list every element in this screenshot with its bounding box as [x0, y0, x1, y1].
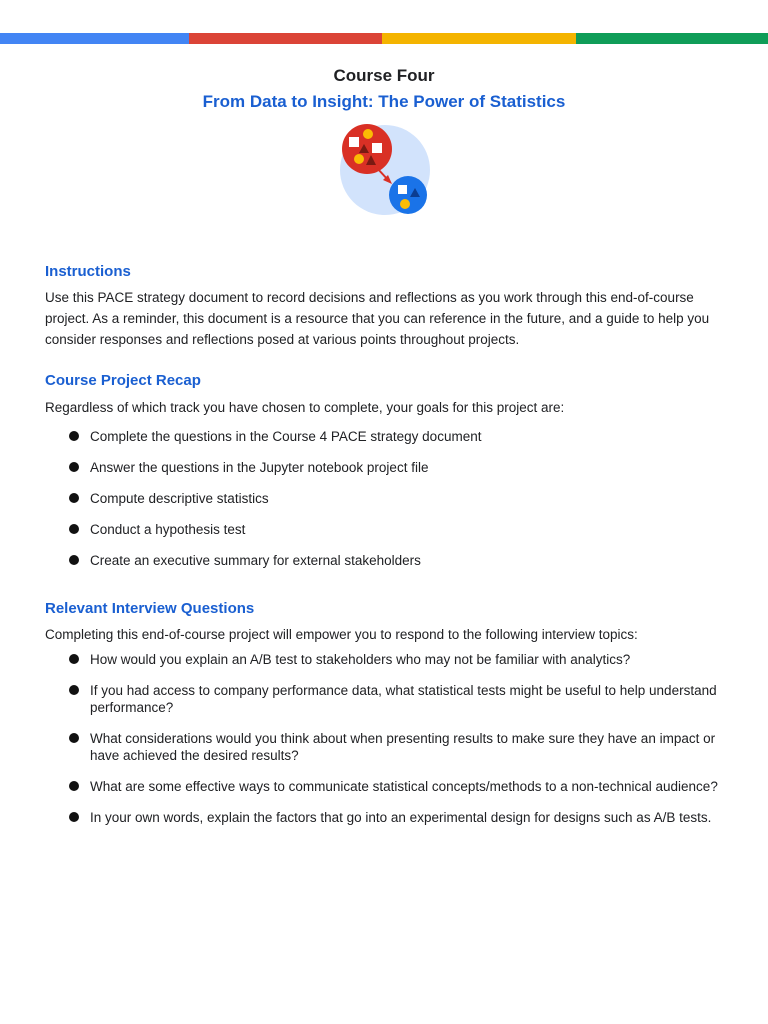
stripe-red	[189, 33, 382, 44]
interview-item-text: What considerations would you think about when presenting results to make sure they have an impact or have achieved the desired results?	[90, 731, 716, 763]
bullet-icon	[69, 524, 79, 534]
instructions-heading: Instructions	[45, 263, 131, 280]
bullet-icon	[69, 781, 79, 791]
list-item	[45, 552, 725, 583]
interview-item-text: What are some effective ways to communicate statistical concepts/methods to a non-technical audience?	[90, 779, 718, 794]
recap-item-text: Create an executive summary for external stakeholders	[90, 553, 421, 568]
recap-item-text: Complete the questions in the Course 4 PACE strategy document	[90, 429, 482, 444]
list-item	[45, 428, 725, 459]
interview-list	[45, 651, 725, 840]
interview-item-text: How would you explain an A/B test to stakeholders who may not be familiar with analytics?	[90, 652, 631, 667]
stripe-blue	[0, 33, 189, 44]
interview-intro: Completing this end-of-course project will empower you to respond to the following interview topics:	[45, 627, 638, 642]
stripe-yellow	[382, 33, 576, 44]
stripe-green	[576, 33, 768, 44]
statistics-shapes-icon	[337, 122, 433, 218]
recap-item-text: Conduct a hypothesis test	[90, 522, 246, 537]
recap-intro: Regardless of which track you have chosen to complete, your goals for this project are:	[45, 400, 565, 415]
interview-item-text: If you had access to company performance data, what statistical tests might be useful to help understand performance?	[90, 683, 717, 715]
course-subtitle: From Data to Insight: The Power of Statistics	[202, 92, 566, 111]
bullet-icon	[69, 654, 79, 664]
recap-heading: Course Project Recap	[45, 372, 201, 389]
list-item	[45, 730, 725, 764]
instructions-body: Use this PACE strategy document to record decisions and reflections as you work through this end-of-course project. As a reminder, this document is a resource that you can reference in the future, and a guide to help you consider responses and reflections posed at various points throughout projects.	[45, 290, 710, 347]
bullet-icon	[69, 431, 79, 441]
interview-heading: Relevant Interview Questions	[45, 600, 255, 617]
bullet-icon	[69, 812, 79, 822]
bullet-icon	[69, 462, 79, 472]
list-item	[45, 682, 725, 716]
course-title: Course Four	[333, 66, 435, 85]
interview-item-text: In your own words, explain the factors that go into an experimental design for designs such as A/B tests.	[90, 810, 712, 825]
list-item	[45, 521, 725, 552]
bullet-icon	[69, 493, 79, 503]
recap-item-text: Answer the questions in the Jupyter notebook project file	[90, 460, 429, 475]
list-item	[45, 459, 725, 490]
list-item	[45, 809, 725, 826]
bullet-icon	[69, 733, 79, 743]
recap-item-text: Compute descriptive statistics	[90, 491, 269, 506]
list-item	[45, 778, 725, 795]
list-item	[45, 490, 725, 521]
color-stripe	[0, 33, 768, 44]
bullet-icon	[69, 555, 79, 565]
list-item	[45, 651, 725, 668]
recap-list	[45, 428, 725, 583]
bullet-icon	[69, 685, 79, 695]
